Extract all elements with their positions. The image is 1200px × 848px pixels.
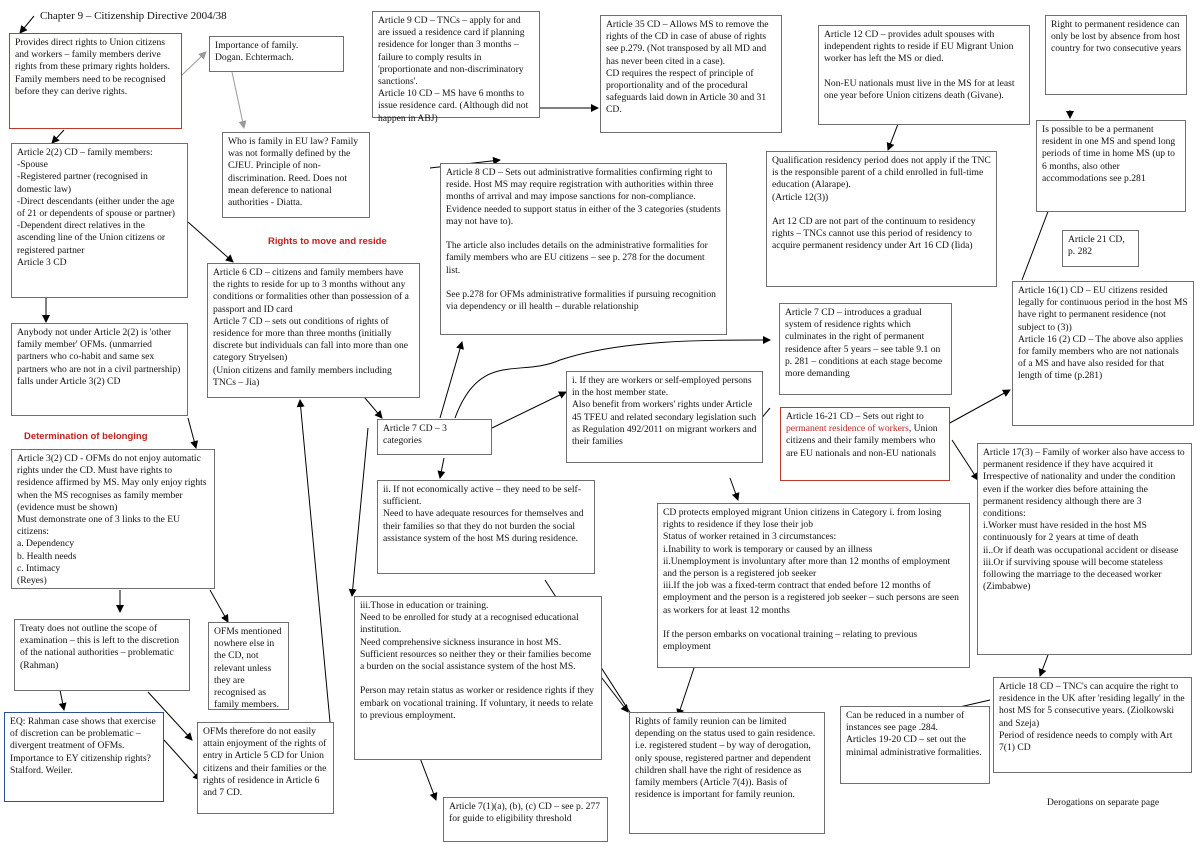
family-reunion-text: Rights of family reunion can be limited depending on the status used to gain residence. i.e. registered student – by way of derogation, only spouse, registered partner and dependent children shall have the right of residence as family members (Article 7(4)). Basis of residence is important for family reunion. (635, 716, 816, 801)
article-12-text: Article 12 CD – provides adult spouses with independent rights to reside if EU Migrant Union worker has left the MS or died. Non-EU nationals must live in the MS for at least one year before Union citizens death (Givane). (824, 29, 1015, 102)
exam-question-text: EQ: Rahman case shows that exercise of discretion can be problematic – divergent treatment of OFMs. Importance to EY citizenship rights? Stalford. Weiler. (10, 716, 156, 776)
reduced-text: Can be reduced in a number of instances see page .284. Articles 19-20 CD – set out the minimal administrative formalities. (846, 710, 982, 758)
importance-family-box (209, 36, 344, 72)
who-family-text: Who is family in EU law? Family was not formally defined by the CJEU. Principle of non-discrimination. Reed. Does not mean deference to national authorities - Diatta. (228, 136, 359, 209)
derogations-note: Derogations on separate page (1047, 798, 1160, 808)
article-7-categories-text: Article 7 CD – 3 categories (383, 423, 447, 447)
article-18-box (993, 677, 1192, 773)
article-3-2-text: Article 3(2) CD - OFMs do not enjoy automatic rights under the CD. Must have rights to residence affirmed by MS. May only enjoy rights when the MS recognises as family member (evidence must be shown) Must demonstrate one of 3 links to the EU citizens: a. Dependency b. Health needs c. Intimacy (Reyes) (17, 453, 207, 587)
article-35-text: Article 35 CD – Allows MS to remove the rights of the CD in case of abuse of rights see p.279. (Not transposed by all MD and has never been cited in a case). CD requires the respect of principle of proportionality and of the procedural safeguards laid down in Article 30 and 31 CD. (606, 19, 769, 116)
direct-rights-box (9, 33, 182, 129)
other-family-member-box (11, 323, 188, 416)
page-title: Chapter 9 – Citizenship Directive 2004/38 (40, 10, 227, 22)
cd-protects-box (657, 503, 970, 668)
article-16-1-box (1012, 281, 1194, 426)
treaty-text: Treaty does not outline the scope of examination – this is left to the discretion of the national authorities – problematic (Rahman) (20, 623, 180, 671)
article-16-1-text: Article 16(1) CD – EU citizens resided legally for continuous period in the host MS have right to permanent residence (not subject to (3)) Article 16 (2) CD – The above also applies for family members who are not nationals of a MS and have also resided for that length of time (p.281) (1018, 285, 1188, 382)
family-reunion-box (629, 712, 825, 834)
article-7-1-box (443, 797, 608, 842)
who-family-box (222, 132, 370, 218)
article-7-gradual-box (779, 303, 952, 395)
article-8-box (440, 163, 727, 335)
article-2-2-text: Article 2(2) CD – family members: -Spouse -Registered partner (recognised in domestic law) -Direct descendants (either under the age of 21 or dependents of spouse or partner) -Dependent direct relatives in the ascending line of the Union citizens or registered partner Article 3 CD (17, 147, 175, 268)
exam-question-box (4, 712, 164, 802)
article-21-text: Article 21 CD, p. 282 (1068, 234, 1125, 258)
reduced-box (840, 706, 990, 784)
permanent-lost-box (1045, 15, 1187, 95)
article-8-text: Article 8 CD – Sets out administrative formalities confirming right to reside. Host MS may require registration with authorities within three months of arrival and may impose sanctions for non-compliance. Evidence needed to support status in either of the 3 categories (students may not have to). The article also includes details on the administrative formalities for family members who are EU citizens – see p. 278 for the document list. See p.278 for OFMs administrative formalities if pursuing recognition via dependency or ill health – durable relationship (446, 167, 721, 313)
article-16-21-head: Article 16-21 CD – Sets out right to (786, 411, 924, 422)
permanent-possible-box (1036, 120, 1186, 212)
article-17-3-box (977, 443, 1192, 655)
ofms-mentioned-text: OFMs mentioned nowhere else in the CD, not relevant unless they are recognised as family members. (214, 626, 282, 711)
article-16-21-box (780, 407, 950, 481)
category-i-text: i. If they are workers or self-employed persons in the host member state. Also benefit from workers' rights under Article 45 TFEU and related secondary legislation such as Regulation 492/2011 on migrant workers and their families (572, 375, 757, 448)
article-9-text: Article 9 CD – TNCs – apply for and are issued a residence card if planning residence for longer than 3 months – failure to comply results in 'proportionate and non-discriminatory sanctions'. Article 10 CD – MS have 6 months to issue residence card. (Although did not happen in ABJ) (378, 15, 529, 124)
category-ii-text: ii. If not economically active – they need to be self-sufficient. Need to have adequate resources for themselves and their families so that they do not burden the social assistance system of the host MS during residence. (383, 484, 584, 544)
permanent-residence-workers: permanent residence of workers (786, 423, 909, 435)
article-17-3-text: Article 17(3) – Family of worker also have access to permanent residence if they have acquired it Irrespective of nationality and under the condition even if the worker dies before attaining the permanent residency although there are 3 conditions: i.Worker must have resided in the host MS continuously for 2 years at time of death ii..Or if death was occupational accident or disease iii.Or if surviving spouse will become stateless following the marriage to the deceased worker (Zimbabwe) (983, 447, 1185, 593)
article-21-box (1062, 230, 1139, 267)
article-35-box (600, 15, 782, 133)
article-7-categories-box (377, 419, 492, 455)
article-3-2-box (11, 449, 215, 589)
category-iii-box (354, 596, 602, 760)
article-6-text: Article 6 CD – citizens and family members have the rights to reside for up to 3 months without any conditions or formalities other than possession of a passport and ID card Article 7 CD – sets out conditions of rights of residence for more than three months (initially discrete but individuals can fall into more than one category Stryelsen) (Union citizens and family members including TNCs – Jia) (213, 267, 409, 388)
direct-rights-text: Provides direct rights to Union citizens and workers – family members derive rights from these primary rights holders. Family members need to be recognised before they can derive rights. (15, 37, 171, 97)
article-7-gradual-text: Article 7 CD – introduces a gradual system of residence rights which culminates in the right of permanent residence after 5 years – see table 9.1 on p. 281 – conditions at each stage become more demanding (785, 307, 943, 380)
category-iii-text: iii.Those in education or training. Need to be enrolled for study at a recognised educational institution. Need comprehensive sickness insurance in host MS. Sufficient resources so neither they or their families become a burden on the social assistance system of the host MS. Person may retain status as worker or residence rights if they embark on vocational training. If voluntary, it needs to relate to previous employment. (360, 600, 594, 721)
ofms-therefore-box (197, 722, 334, 814)
ofms-therefore-text: OFMs therefore do not easily attain enjoyment of the rights of entry in Article 5 CD for Union citizens and their families or the rights of residence in Article 6 and 7 CD. (203, 726, 327, 799)
cd-protects-text: CD protects employed migrant Union citizens in Category i. from losing rights to residence if they lose their job Status of worker retained in 3 circumstances: i.Inability to work is temporary or caused by an illness ii.Unemployment is involuntary after more than 12 months of employment and the person is a registered job seeker iii.If the job was a fixed-term contract that ended before 12 months of employment and the person is a registered job seeker – such persons are seen as workers for at least 12 months If the person embarks on vocational training – relating to previous employment (663, 507, 959, 653)
article-12-box (818, 25, 1030, 125)
article-9-box (372, 11, 540, 124)
article-18-text: Article 18 CD – TNC's can acquire the right to residence in the UK after 'residing legally' in the host MS for 5 consecutive years. (Ziolkowski and Szeja) Period of residence needs to comply with Art 7(1) CD (999, 681, 1185, 754)
category-i-box (566, 371, 763, 463)
article-7-1-text: Article 7(1)(a), (b), (c) CD – see p. 277 for guide to eligibility threshold (449, 801, 601, 825)
category-ii-box (377, 480, 595, 574)
determination-label: Determination of belonging (24, 431, 148, 442)
article-2-2-box (11, 143, 188, 298)
importance-family-text: Importance of family. Dogan. Echtermach. (215, 40, 299, 64)
article-6-box (207, 263, 420, 398)
qualification-text: Qualification residency period does not apply if the TNC is the responsible parent of a child enrolled in full-time education (Alarape). (Article 12(3)) Art 12 CD are not part of the continuum to residency rights – TNCs cannot use this period of residency to acquire permanent residency under Art 16 CD (Iida) (772, 155, 991, 252)
qualification-box (766, 151, 997, 287)
article-16-21-tail: , Union citizens and their family members who are EU nationals and non-EU nationals (786, 423, 938, 459)
permanent-possible-text: Is possible to be a permanent resident in one MS and spend long periods of time in home MS (up to 6 months, also other accommodations see p.281 (1042, 124, 1176, 184)
treaty-box (14, 619, 190, 691)
ofms-mentioned-box (208, 622, 289, 710)
article-16-21-text (786, 411, 944, 460)
permanent-lost-text: Right to permanent residence can only be lost by absence from host country for two consecutive years (1051, 19, 1182, 55)
rights-move-label: Rights to move and reside (268, 236, 387, 247)
other-family-member-text: Anybody not under Article 2(2) is 'other family member' OFMs. (unmarried partners who co-habit and same sex partners who are not in a civil partnership) falls under Article 3(2) CD (17, 327, 181, 387)
